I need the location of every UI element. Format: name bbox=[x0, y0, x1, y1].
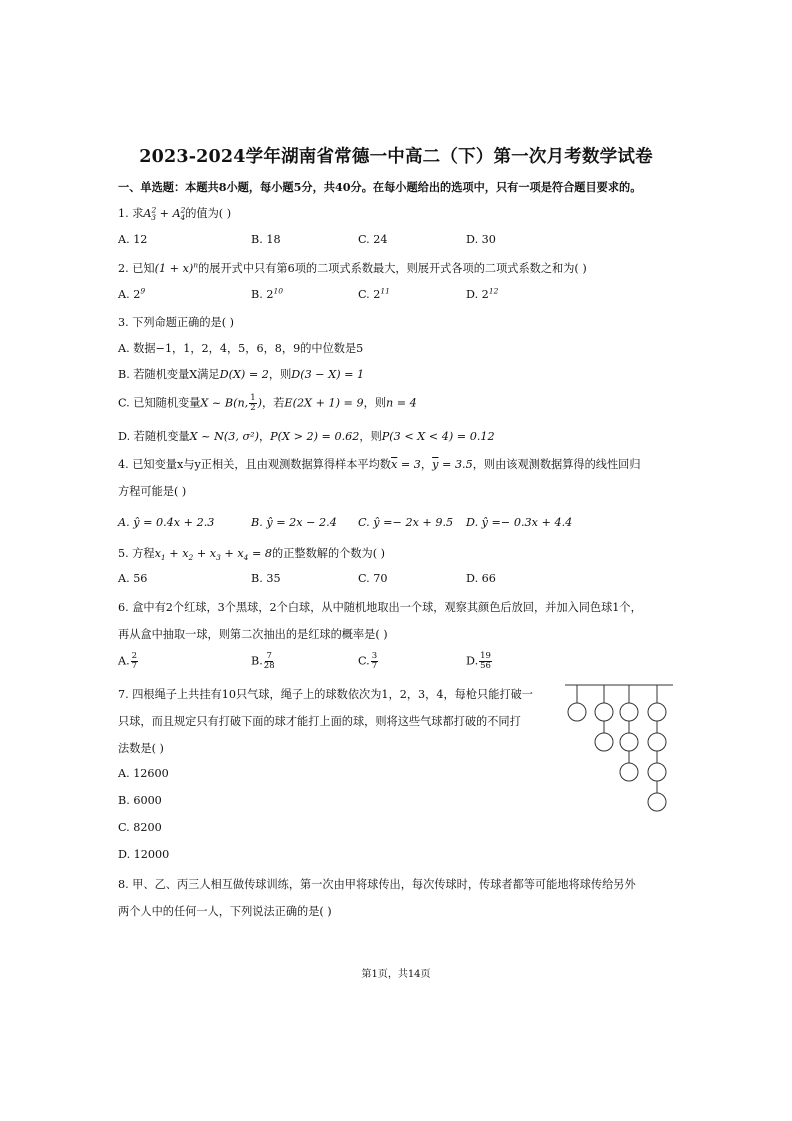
q7-option-b[interactable]: B. 6000 bbox=[118, 794, 162, 807]
q1-option-d[interactable]: D. 30 bbox=[466, 233, 496, 246]
q6-option-c[interactable]: C. $\frac{3}{7}$ bbox=[358, 651, 378, 671]
question-3: 3. 下列命题正确的是( ) bbox=[118, 316, 235, 329]
q3-option-d[interactable]: D. 若随机变量X ~ N(3, σ²)，P(X > 2) = 0.62，则P(3 < X < 4) = 0.12 bbox=[118, 430, 495, 443]
balloon bbox=[595, 703, 613, 721]
balloon bbox=[620, 733, 638, 751]
q3-option-b[interactable]: B. 若随机变量X满足D(X) = 2，则D(3 − X) = 1 bbox=[118, 368, 365, 381]
q2-stem: 的展开式中只有第6项的二项式系数最大，则展开式各项的二项式系数之和为( ) bbox=[198, 262, 587, 275]
q3-option-c[interactable]: C. 已知随机变量X ~ B(n, $\frac{1}{2}$ )，若E(2X + 1) = 9，则n = 4 bbox=[118, 393, 417, 413]
q1-prefix: 1. 求 bbox=[118, 207, 144, 220]
q5-option-a[interactable]: A. 56 bbox=[118, 572, 148, 585]
q1-option-b[interactable]: B. 18 bbox=[251, 233, 281, 246]
q6-stem-line2: 再从盒中抽取一球，则第二次抽出的是红球的概率是( ) bbox=[118, 628, 388, 641]
q7-option-d[interactable]: D. 12000 bbox=[118, 848, 170, 861]
q7-option-c[interactable]: C. 8200 bbox=[118, 821, 162, 834]
question-2 bbox=[118, 260, 587, 276]
balloon bbox=[568, 703, 586, 721]
q1-option-a[interactable]: A. 12 bbox=[118, 233, 148, 246]
balloon bbox=[648, 793, 666, 811]
page-footer: 第1页，共14页 bbox=[361, 969, 431, 980]
balloon bbox=[648, 733, 666, 751]
question-6: 6. 盒中有2个红球，3个黑球，2个白球，从中随机地取出一个球，观察其颜色后放回，并加入同色球1个， bbox=[118, 601, 642, 614]
q6-option-d[interactable]: D. $\frac{19}{56}$ bbox=[466, 651, 491, 671]
q7-option-a[interactable]: A. 12600 bbox=[118, 767, 169, 780]
balloon bbox=[620, 703, 638, 721]
q6-option-a[interactable]: A. $\frac{2}{7}$ bbox=[118, 651, 138, 671]
section-heading: 一、单选题：本题共8小题，每小题5分，共40分。在每小题给出的选项中，只有一项是符合题目要求的。 bbox=[118, 180, 642, 194]
balloon bbox=[620, 763, 638, 781]
balloon bbox=[648, 703, 666, 721]
q2-formula: $(1 + x)^n$ bbox=[154, 260, 199, 275]
q8-stem-line2: 两个人中的任何一人，下列说法正确的是( ) bbox=[118, 905, 332, 918]
q7-stem-line2: 只球，而且规定只有打破下面的球才能打上面的球，则将这些气球都打破的不同打 bbox=[118, 715, 521, 728]
q6-option-b[interactable]: B. $\frac{7}{28}$ bbox=[251, 651, 275, 671]
question-7: 7. 四根绳子上共挂有10只气球，绳子上的球数依次为1，2，3，4，每枪只能打破一 bbox=[118, 688, 533, 701]
q4-option-c[interactable]: C. ŷ =− 2x + 9.5 bbox=[358, 516, 454, 529]
q2-option-b[interactable]: B. $2^{10}$ bbox=[251, 286, 283, 301]
q7-stem-line3: 法数是( ) bbox=[118, 742, 164, 755]
exam-title: 2023-2024学年湖南省常德一中高二（下）第一次月考数学试卷 bbox=[139, 147, 653, 167]
balloon bbox=[595, 733, 613, 751]
q2-option-c[interactable]: C. $2^{11}$ bbox=[358, 286, 390, 301]
q4-stem-line2: 方程可能是( ) bbox=[118, 485, 187, 498]
q4-option-a[interactable]: A. ŷ = 0.4x + 2.3 bbox=[118, 516, 215, 529]
q2-option-a[interactable]: A. $2^9$ bbox=[118, 286, 146, 301]
question-1 bbox=[118, 205, 231, 221]
q5-option-c[interactable]: C. 70 bbox=[358, 572, 388, 585]
q4-option-b[interactable]: B. ŷ = 2x − 2.4 bbox=[251, 516, 337, 529]
q1-suffix: 的值为( ) bbox=[185, 207, 232, 220]
balloon-figure bbox=[563, 683, 675, 819]
q3-option-a[interactable]: A. 数据−1，1，2，4，5，6，8，9的中位数是5 bbox=[118, 342, 364, 355]
question-5: 5. 方程$x_1 + x_2 + x_3 + x_4 = 8$的正整数解的个数为( ) bbox=[118, 547, 386, 563]
balloon bbox=[648, 763, 666, 781]
q5-option-d[interactable]: D. 66 bbox=[466, 572, 496, 585]
q4-option-d[interactable]: D. ŷ =− 0.3x + 4.4 bbox=[466, 516, 573, 529]
q1-option-c[interactable]: C. 24 bbox=[358, 233, 388, 246]
q2-prefix: 2. 已知 bbox=[118, 262, 155, 275]
question-8: 8. 甲、乙、丙三人相互做传球训练，第一次由甲将球传出，每次传球时，传球者都等可能地将球传给另外 bbox=[118, 878, 636, 891]
q5-option-b[interactable]: B. 35 bbox=[251, 572, 281, 585]
q1-formula: $A^2_3 + A^2_4$ bbox=[143, 205, 186, 223]
q2-option-d[interactable]: D. $2^{12}$ bbox=[466, 286, 499, 301]
question-4: 4. 已知变量x与y正相关，且由观测数据算得样本平均数$\overline{x} = 3$，$\overline{y} = 3.5$，则由该观测数据算得的线性回归 bbox=[118, 458, 641, 471]
